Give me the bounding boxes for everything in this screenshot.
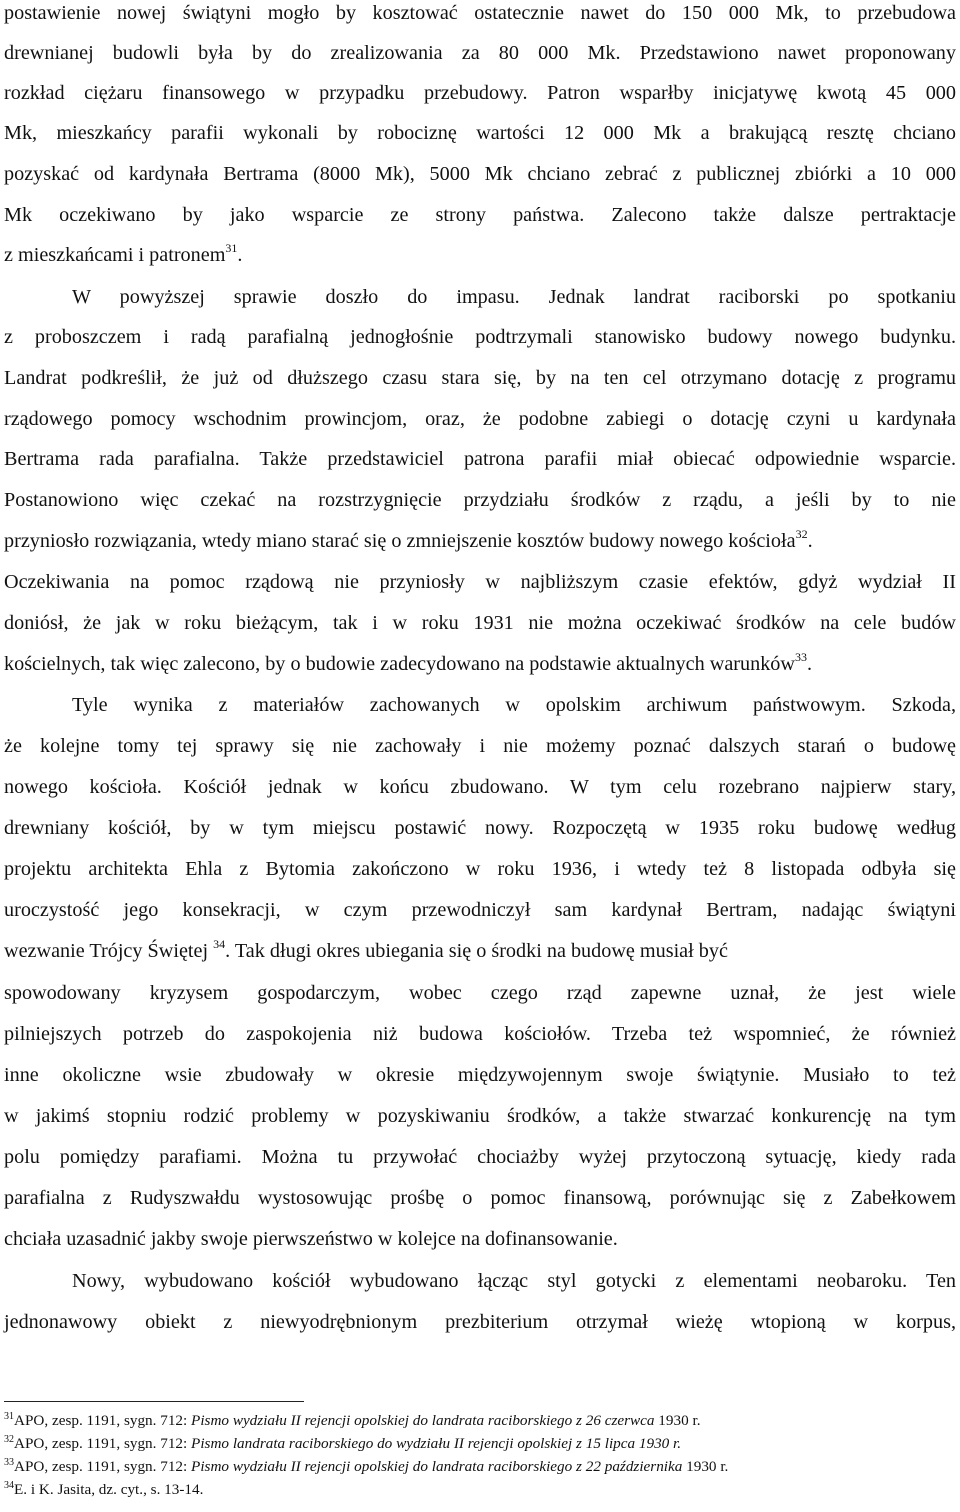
footnote-source: APO, zesp. 1191, sygn. 712: [14, 1458, 192, 1475]
text-line [4, 651, 956, 677]
footnote-number: 33 [4, 1457, 14, 1468]
text-line: Mk oczekiwano by jako wsparcie ze strony państwa. Zalecono także dalsze pertraktacje [4, 204, 956, 226]
text-line: spowodowany kryzysem gospodarczym, wobec czego rząd zapewne uznał, że jest wiele [4, 982, 956, 1004]
line-text: kościelnych, tak więc zalecono, by o budowie zadecydowano na podstawie aktualnych warunków [4, 653, 795, 675]
footnote [4, 1458, 728, 1476]
text-line [4, 528, 956, 554]
text-line: drewnianej budowli była by do zrealizowania za 80 000 Mk. Przedstawiono nawet proponowany [4, 42, 956, 64]
footnote [4, 1412, 701, 1430]
footnote-number: 34 [4, 1480, 14, 1491]
footnote-number: 32 [4, 1434, 14, 1445]
footnote-separator [4, 1401, 304, 1402]
punctuation: . [237, 244, 243, 266]
footnote-source: APO, zesp. 1191, sygn. 712: [14, 1412, 192, 1429]
text-line [4, 242, 956, 268]
text-line: uroczystość jego konsekracji, w czym przewodniczył sam kardynał Bertram, nadając świątyni [4, 899, 956, 921]
text-line: Landrat podkreślił, że już od dłuższego czasu stara się, by na ten cel otrzymano dotację z programu [4, 367, 956, 389]
line-text: wezwanie Trójcy Świętej [4, 940, 209, 962]
text-line: drewniany kościół, by w tym miejscu postawić nowy. Rozpoczętą w 1935 roku budowę według [4, 817, 956, 839]
paragraph-start: Nowy, wybudowano kościół wybudowano łącząc styl gotycki z elementami neobaroku. Ten [72, 1270, 956, 1292]
text-line: rządowego pomocy wschodnim prowincjom, oraz, że podobne zabiegi o dotację czyni u kardynała [4, 408, 956, 430]
footnote-ref: 31 [225, 241, 238, 255]
footnote [4, 1435, 681, 1453]
text-line [4, 938, 956, 964]
footnote-ref: 32 [795, 527, 808, 541]
text-line: rozkład ciężaru finansowego w przypadku przebudowy. Patron wsparłby inicjatywę kwotą 45 000 [4, 82, 956, 104]
line-text: z mieszkańcami i patronem [4, 244, 226, 266]
footnote-title: Pismo wydziału II rejencji opolskiej do landrata raciborskiego z 26 czerwca [191, 1412, 655, 1429]
footnote-source: E. i K. Jasita, dz. cyt., s. 13-14. [14, 1481, 204, 1498]
punctuation: . [807, 530, 813, 552]
paragraph-start: Tyle wynika z materiałów zachowanych w opolskim archiwum państwowym. Szkoda, [72, 694, 956, 716]
text-line: pilniejszych potrzeb do zaspokojenia niż budowa kościołów. Trzeba też wspomnieć, że również [4, 1023, 956, 1045]
text-line: postawienie nowej świątyni mogło by kosztować ostatecznie nawet do 150 000 Mk, to przebudowa [4, 2, 956, 24]
text-line: nowego kościoła. Kościół jednak w końcu zbudowano. W tym celu rozebrano najpierw stary, [4, 776, 956, 798]
text-line: Postanowiono więc czekać na rozstrzygnięcie przydziału środków z rządu, a jeśli by to nie [4, 489, 956, 511]
text-line: chciała uzasadnić jakby swoje pierwszeństwo w kolejce na dofinansowanie. [4, 1228, 618, 1250]
line-text: przyniosło rozwiązania, wtedy miano starać się o zmniejszenie kosztów budowy nowego kościoła [4, 530, 796, 552]
punctuation: . [806, 653, 813, 675]
footnote-number: 31 [4, 1411, 14, 1422]
footnote-date: 1930 r. [682, 1458, 729, 1475]
text-line: Oczekiwania na pomoc rządową nie przyniosły w najbliższym czasie efektów, gdyż wydział II [4, 571, 956, 593]
footnote-title: Pismo landrata raciborskiego do wydziału II rejencji opolskiej z 15 lipca 1930 r. [191, 1435, 682, 1452]
line-text: . Tak długi okres ubiegania się o środki na budowę musiał być [225, 940, 728, 962]
text-line: polu pomiędzy parafiami. Można tu przywołać chociażby wyżej przytoczoną sytuację, kiedy rada [4, 1146, 956, 1168]
text-line: doniósł, że jak w roku bieżącym, tak i w roku 1931 nie można oczekiwać środków na cele budów [4, 612, 956, 634]
footnote [4, 1481, 203, 1499]
footnote-source: APO, zesp. 1191, sygn. 712: [14, 1435, 192, 1452]
paragraph-start: W powyższej sprawie doszło do impasu. Jednak landrat raciborski po spotkaniu [72, 286, 956, 308]
footnote-title: Pismo wydziału II rejencji opolskiej do landrata raciborskiego z 22 października [191, 1458, 683, 1475]
text-line: pozyskać od kardynała Bertrama (8000 Mk), 5000 Mk chciano zebrać z publicznej zbiórki a 10 000 [4, 163, 956, 185]
text-line: jednonawowy obiekt z niewyodrębnionym prezbiterium otrzymał wieżę wtopioną w korpus, [4, 1311, 956, 1333]
footnote-ref: 34 [213, 937, 226, 951]
text-line: że kolejne tomy tej sprawy się nie zachowały i nie możemy poznać dalszych starań o budowę [4, 735, 956, 757]
text-line: z proboszczem i radą parafialną jednogłośnie podtrzymali stanowisko budowy nowego budynku. [4, 326, 956, 348]
footnote-ref: 33 [794, 650, 807, 664]
text-line: projektu architekta Ehla z Bytomia zakończono w roku 1936, i wtedy też 8 listopada odbyła się [4, 858, 956, 880]
text-line: w jakimś stopniu rodzić problemy w pozyskiwaniu środków, a także stwarzać konkurencję na tym [4, 1105, 956, 1127]
text-line: Mk, mieszkańcy parafii wykonali by robociznę wartości 12 000 Mk a brakującą resztę chciano [4, 122, 956, 144]
footnote-date: 1930 r. [654, 1412, 701, 1429]
text-line: parafialna z Rudyszwałdu wystosowując prośbę o pomoc finansową, porównując się z Zabełkowem [4, 1187, 956, 1209]
text-line: inne okoliczne wsie zbudowały w okresie międzywojennym swoje świątynie. Musiało to też [4, 1064, 956, 1086]
text-line: Bertrama rada parafialna. Także przedstawiciel patrona parafii miał obiecać odpowiednie wsparcie. [4, 448, 956, 470]
